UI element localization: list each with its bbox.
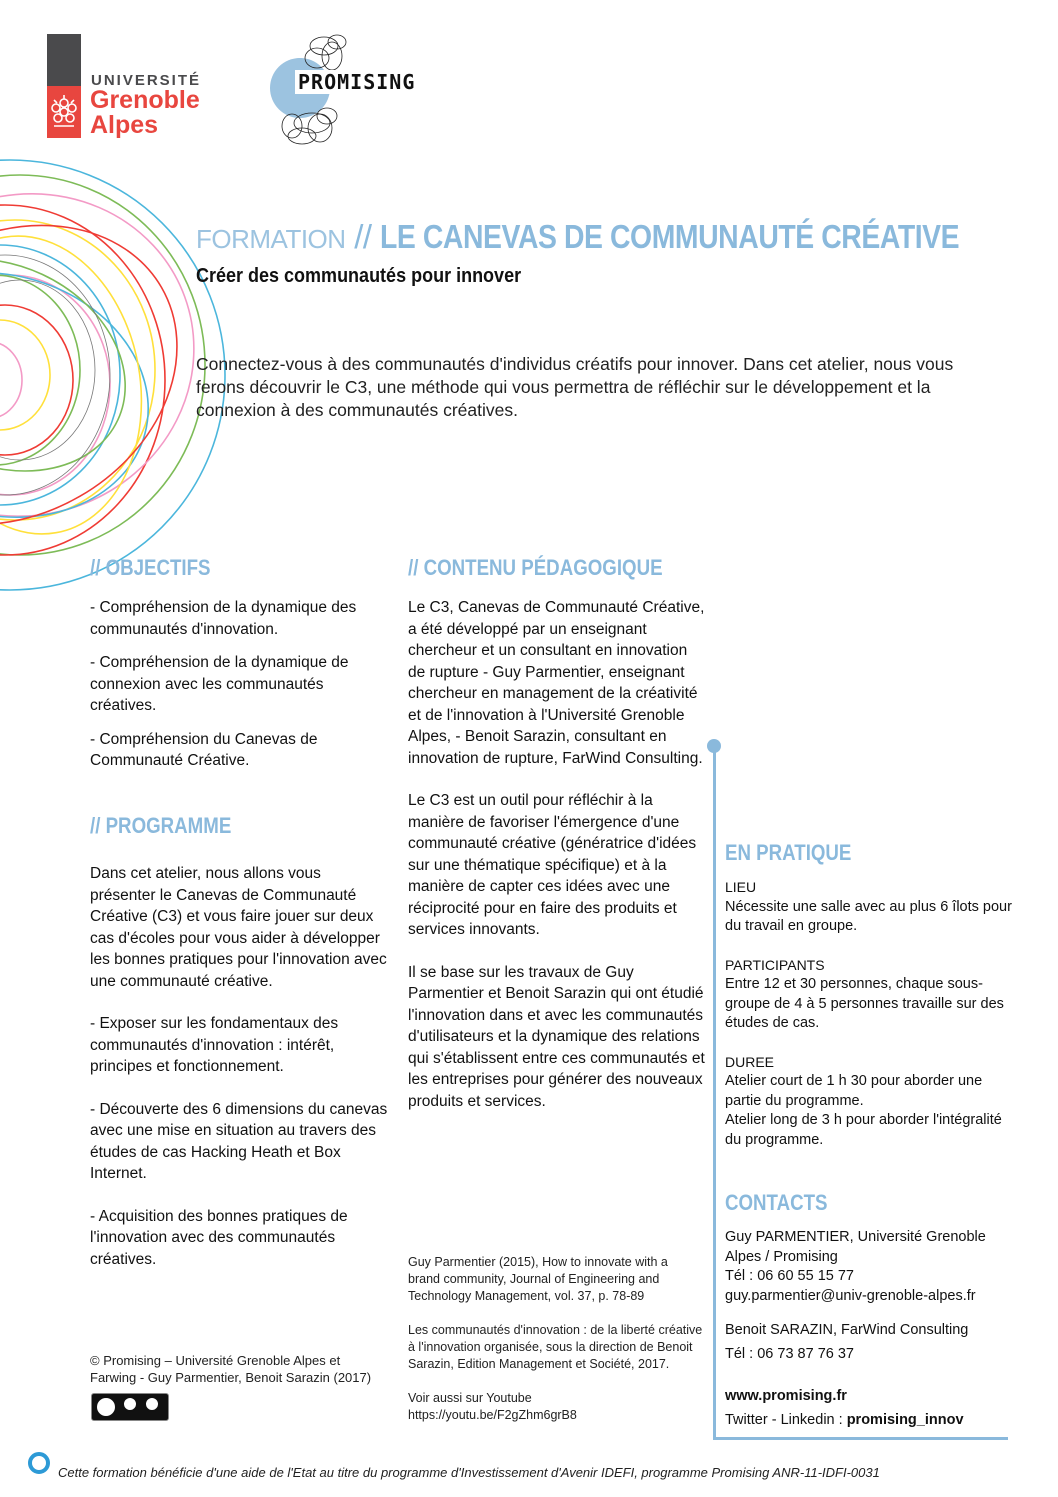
copyright-text: © Promising – Université Grenoble Alpes et Farwing - Guy Parmentier, Benoit Sarazin (2017) bbox=[90, 1353, 372, 1385]
duree-text-long: Atelier long de 3 h pour aborder l'intégralité du programme. bbox=[725, 1112, 1002, 1148]
duree-label: DUREE bbox=[725, 1053, 775, 1070]
social-line bbox=[725, 1411, 1015, 1431]
reference-item: Les communautés d'innovation : de la liberté créative à l'innovation organisée, sous la direction de Benoit Sarazin, Edition Management et Société, 2017. bbox=[408, 1323, 703, 1371]
title-prefix: FORMATION bbox=[196, 224, 346, 254]
programme-heading: // PROGRAMME bbox=[90, 813, 232, 838]
timeline-bottom-rule bbox=[713, 1437, 1008, 1440]
references bbox=[408, 1254, 703, 1424]
cc-icon bbox=[95, 1396, 117, 1418]
title-main: LE CANEVAS DE COMMUNAUTÉ CRÉATIVE bbox=[380, 218, 960, 255]
objectif-item: - Compréhension de la dynamique des communautés d'innovation. bbox=[90, 599, 357, 638]
pratique-section bbox=[725, 840, 1015, 1150]
participants-label: PARTICIPANTS bbox=[725, 956, 825, 973]
programme-paragraph: Dans cet atelier, nous allons vous présenter le Canevas de Communauté Créative (C3) et vous faire jouer sur deux cas d'écoles pour vous aider à développer les bonnes pratiques pour l'innovation avec une communauté créative. bbox=[90, 865, 387, 990]
objectifs-section bbox=[90, 555, 390, 784]
idefi-logo-icon bbox=[28, 1452, 50, 1474]
uga-logo-city bbox=[90, 88, 200, 138]
contact-name: Guy PARMENTIER, Université Grenoble Alpes / Promising bbox=[725, 1229, 986, 1265]
duree-text-short: Atelier court de 1 h 30 pour aborder une partie du programme. bbox=[725, 1073, 983, 1109]
by-icon bbox=[122, 1396, 138, 1412]
contact-phone: Tél : 06 60 55 15 77 bbox=[725, 1268, 854, 1284]
title-separator: // bbox=[354, 218, 372, 255]
lieu-label: LIEU bbox=[725, 879, 757, 895]
youtube-link[interactable]: Voir aussi sur Youtube https://youtu.be/F2gZhm6grB8 bbox=[408, 1391, 577, 1422]
objectif-item: - Compréhension du Canevas de Communauté Créative. bbox=[90, 730, 318, 769]
pratique-heading: EN PRATIQUE bbox=[725, 840, 852, 865]
footer-funding-text: Cette formation bénéficie d'une aide de l'Etat au titre du programme d'Investissement d'Avenir IDEFI, programme Promising ANR-11-IDFI-0031 bbox=[58, 1465, 880, 1480]
lieu-text: Nécessite une salle avec au plus 6 îlots pour du travail en groupe. bbox=[725, 898, 1012, 934]
cc-license-badge[interactable] bbox=[91, 1393, 169, 1421]
uga-logo-line3: Alpes bbox=[90, 111, 159, 139]
contenu-section bbox=[408, 555, 708, 1133]
contenu-heading: // CONTENU PÉDAGOGIQUE bbox=[408, 555, 663, 580]
timeline-line bbox=[713, 752, 716, 1440]
contact-name: Benoit SARAZIN, FarWind Consulting bbox=[725, 1322, 969, 1338]
page-title bbox=[196, 218, 1054, 256]
social-label: Twitter - Linkedin : bbox=[725, 1411, 843, 1428]
programme-paragraph: - Exposer sur les fondamentaux des communautés d'innovation : intérêt, principes et fonctionnement. bbox=[90, 1015, 339, 1075]
contact-phone: Tél : 06 73 87 76 37 bbox=[725, 1345, 854, 1362]
contenu-paragraph: Le C3 est un outil pour réfléchir à la manière de favoriser l'émergence d'une communauté créative (génératrice d'idées sur une thématique spécifique) et à la manière de capter ces idées avec une réciprocité pour en faire des produits et services innovants. bbox=[408, 792, 697, 938]
intro-paragraph: Connectez-vous à des communautés d'individus créatifs pour innover. Dans cet atelier, nous vous ferons découvrir le C3, une méthode qui vous permettra de réfléchir sur le développement et la connexion à des communautés créatives. bbox=[196, 354, 954, 420]
objectif-item: - Compréhension de la dynamique de connexion avec les communautés créatives. bbox=[90, 654, 349, 714]
contacts-heading: CONTACTS bbox=[725, 1190, 828, 1215]
contenu-paragraph: Le C3, Canevas de Communauté Créative, a été développé par un enseignant chercheur et un consultant en innovation de rupture - Guy Parmentier, enseignant chercheur en management de la créativité et de l'innovation à l'Université Grenoble Alpes, - Benoit Sarazin, consultant en innovation de rupture, FarWind Consulting. bbox=[408, 599, 705, 767]
programme-paragraph: - Acquisition des bonnes pratiques de l'innovation avec des communautés créatives. bbox=[90, 1207, 348, 1268]
timeline-dot bbox=[707, 739, 721, 753]
nd-icon bbox=[144, 1396, 160, 1412]
contenu-paragraph: Il se base sur les travaux de Guy Parmentier et Benoit Sarazin qui ont étudié l'innovation dans et avec les communautés d'utilisateurs et la dynamique des relations qui s'établissent entre ces communautés et les entreprises pour générer des nouveaux produits et services. bbox=[408, 963, 705, 1110]
programme-section bbox=[90, 813, 390, 1291]
promising-wordmark: PROMISING bbox=[295, 70, 418, 94]
flower-icon bbox=[50, 92, 78, 132]
social-handle[interactable]: promising_innov bbox=[846, 1411, 964, 1428]
programme-paragraph: - Découverte des 6 dimensions du canevas avec une mise en situation au travers des études de cas Hacking Heath et Box Internet. bbox=[90, 1100, 388, 1182]
subtitle: Créer des communautés pour innover bbox=[196, 265, 522, 287]
website-link[interactable]: www.promising.fr bbox=[725, 1388, 847, 1404]
participants-text: Entre 12 et 30 personnes, chaque sous-groupe de 4 à 5 personnes travaille sur des études de cas. bbox=[725, 976, 1004, 1031]
uga-logo-bar-dark bbox=[47, 34, 81, 86]
uga-logo-line2: Grenoble bbox=[90, 86, 200, 114]
contacts-section bbox=[725, 1190, 1015, 1430]
reference-item: Guy Parmentier (2015), How to innovate with a brand community, Journal of Engineering and Technology Management, vol. 37, p. 78-89 bbox=[408, 1255, 668, 1303]
objectifs-heading: // OBJECTIFS bbox=[90, 555, 211, 580]
uga-logo-line1: UNIVERSITÉ bbox=[91, 72, 202, 89]
contact-email[interactable]: guy.parmentier@univ-grenoble-alpes.fr bbox=[725, 1287, 976, 1304]
